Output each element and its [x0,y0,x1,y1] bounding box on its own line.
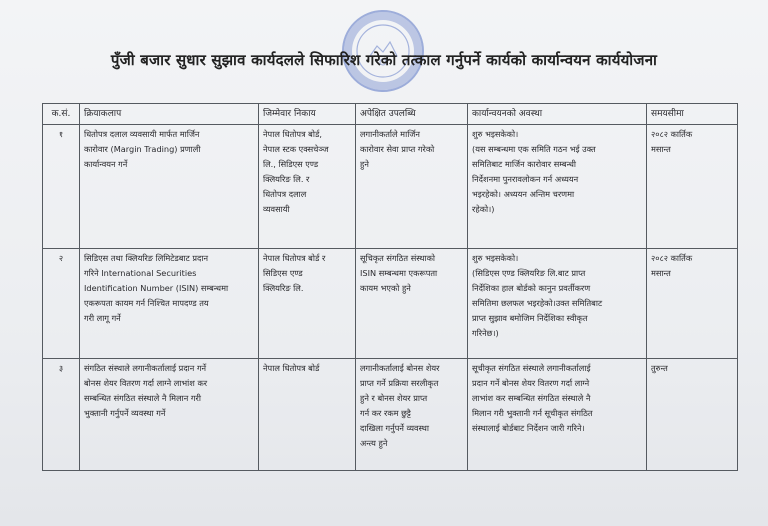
table-header-row [43,104,738,125]
header-serial-number: क.सं. [43,104,80,125]
cell-implementation-status: सूचीकृत संगठित संस्थाले लगानीकर्तालाई प्रदान गर्ने बोनस शेयर वितरण गर्दा लाग्ने लाभांश कर सम्बन्धित संगठित संस्थाले नै मिलान गरी भुक्तानी गर्न सूचीकृत संगठित संस्थालाई बोर्डबाट निर्देशन जारी गरिने। [468,359,647,471]
cell-activity: सिडिएस तथा क्लियरिङ लिमिटेडबाट प्रदान गरिने International Securities Identification Number (ISIN) सम्बन्धमा एकरूपता कायम गर्न निश्चित मापदण्ड तय गरी लागू गर्ने [80,249,259,359]
header-deadline: समयसीमा [647,104,738,125]
cell-responsible-agency: नेपाल धितोपत्र बोर्ड, नेपाल स्टक एक्सचेञ्ज लि., सिडिएस एण्ड क्लियरिङ लि. र धितोपत्र दलाल व्यवसायी [259,125,356,249]
cell-deadline: २०८२ कार्तिक मसान्त [647,249,738,359]
cell-activity: धितोपत्र दलाल व्यवसायी मार्फत मार्जिन कारोवार (Margin Trading) प्रणाली कार्यान्वयन गर्ने [80,125,259,249]
table-row [43,249,738,359]
cell-responsible-agency: नेपाल धितोपत्र बोर्ड र सिडिएस एण्ड क्लियरिङ लि. [259,249,356,359]
cell-deadline: २०८२ कार्तिक मसान्त [647,125,738,249]
cell-implementation-status: शुरु भइसकेको। (यस सम्बन्धमा एक समिति गठन भई उक्त समितिबाट मार्जिन कारोवार सम्बन्धी निर्देशनमा पुनरावलोकन गर्न अध्ययन भइरहेको। अध्ययन अन्तिम चरणमा रहेको।) [468,125,647,249]
cell-deadline: तुरुन्त [647,359,738,471]
page-title: पुँजी बजार सुधार सुझाव कार्यदलले सिफारिश गरेको तत्काल गर्नुपर्ने कार्यको कार्यान्वयन कार्ययोजना [110,51,658,69]
header-responsible-agency: जिम्मेवार निकाय [259,104,356,125]
cell-implementation-status: शुरु भइसकेको। (सिडिएस एण्ड क्लियरिङ लि.बाट प्राप्त निर्देशिका हाल बोर्डको कानुन प्रवर्तीकरण समितिमा छलफल भइरहेको।उक्त समितिबाट प्राप्त सुझाव बमोजिम निर्देशिका स्वीकृत गरिनेछ।) [468,249,647,359]
header-implementation-status: कार्यान्वयनको अवस्था [468,104,647,125]
cell-serial-number: २ [43,249,80,359]
cell-expected-outcome: लगानीकर्तालाई बोनस शेयर प्राप्त गर्ने प्रक्रिया सरलीकृत हुने र बोनस शेयर प्राप्त गर्न कर रकम छुट्टै दाखिला गर्नुपर्ने व्यवस्था अन्त्य हुने [356,359,468,471]
header-expected-outcome: अपेक्षित उपलब्धि [356,104,468,125]
cell-responsible-agency: नेपाल धितोपत्र बोर्ड [259,359,356,471]
table-row [43,125,738,249]
cell-expected-outcome: लगानीकर्ताले मार्जिन कारोवार सेवा प्राप्त गरेको हुने [356,125,468,249]
action-plan-table [42,103,738,471]
cell-activity: संगठित संस्थाले लगानीकर्तालाई प्रदान गर्ने बोनस शेयर वितरण गर्दा लाग्ने लाभांश कर सम्बन्धित संगठित संस्थाले नै मिलान गरी भुक्तानी गर्नुपर्ने व्यवस्था गर्ने [80,359,259,471]
cell-expected-outcome: सूचिकृत संगठित संस्थाको ISIN सम्बन्धमा एकरूपता कायम भएको हुने [356,249,468,359]
header-activity: क्रियाकलाप [80,104,259,125]
cell-serial-number: ३ [43,359,80,471]
table-row [43,359,738,471]
cell-serial-number: १ [43,125,80,249]
